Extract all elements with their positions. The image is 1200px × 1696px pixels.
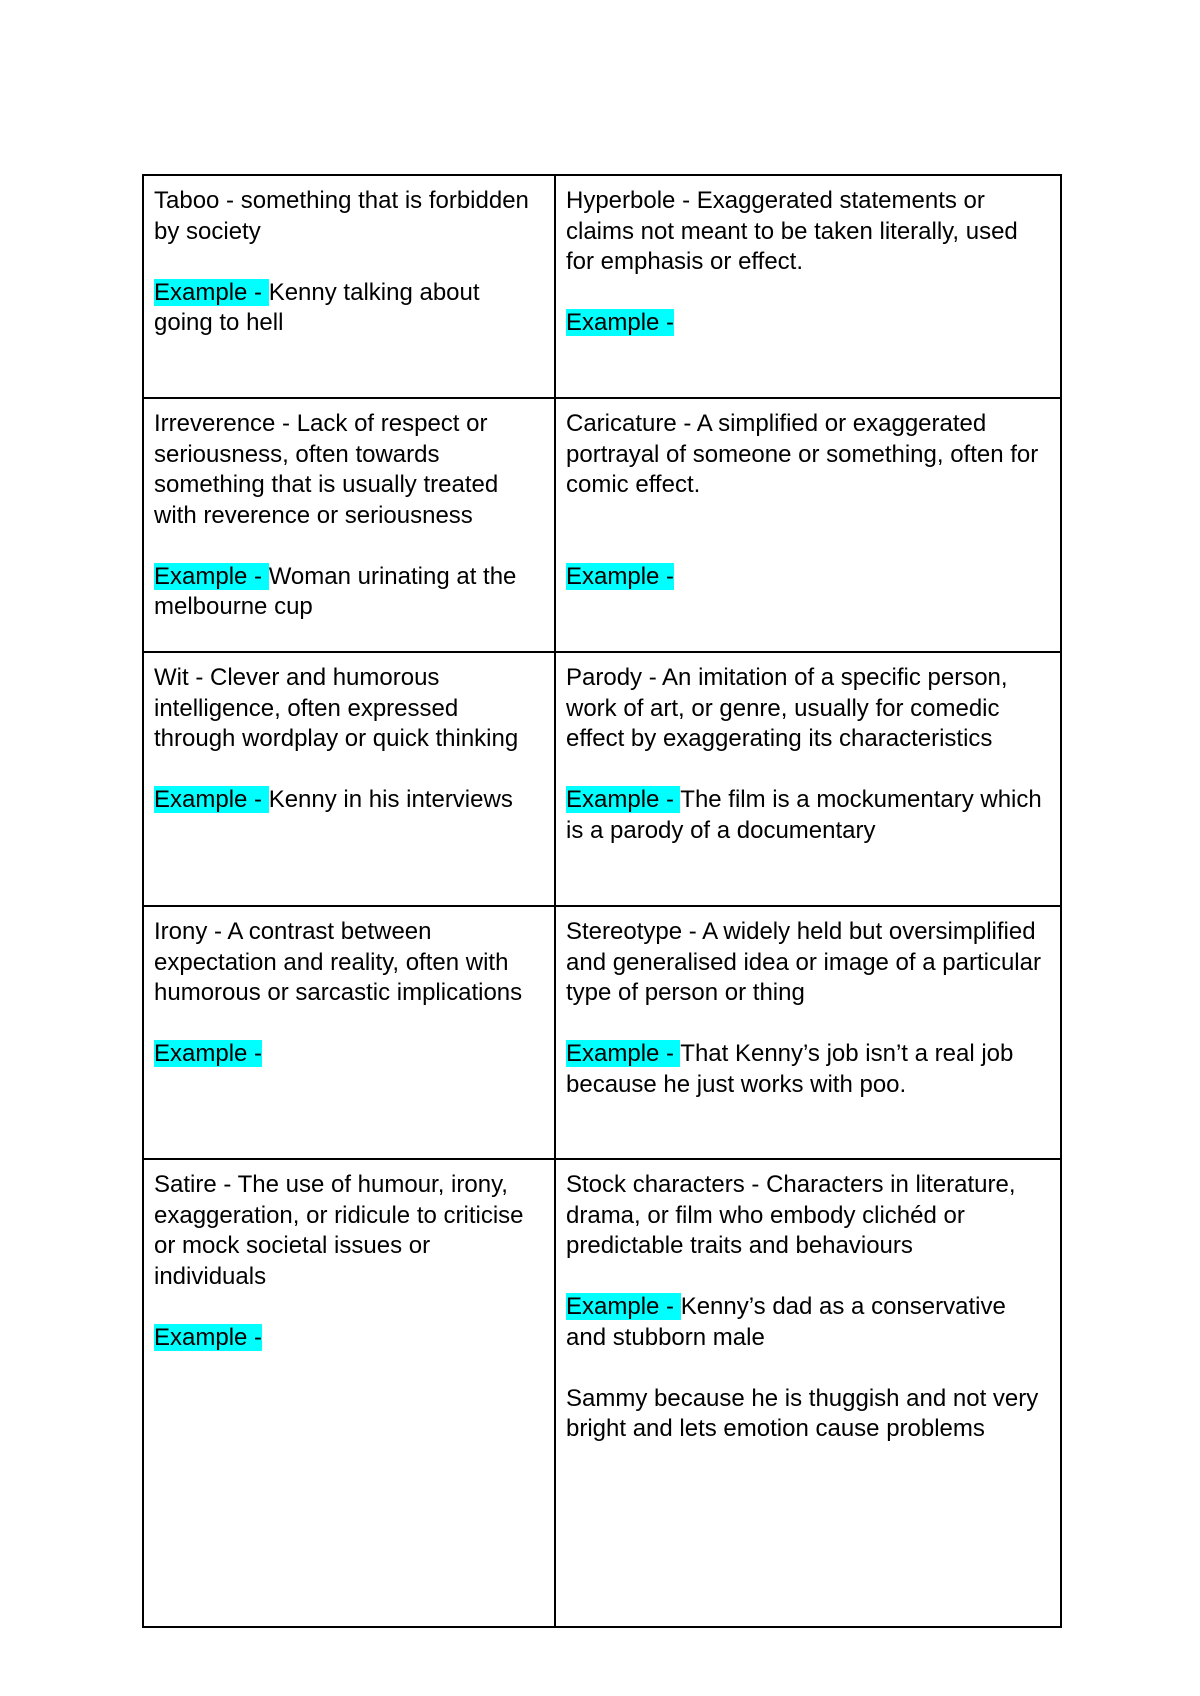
term-cell-stereotype: [555, 906, 1061, 1159]
example-label: Example -: [566, 786, 681, 813]
example-text: Woman urinating at the melbourne cup: [154, 562, 517, 620]
term-cell-parody: [555, 652, 1061, 906]
example-label: Example -: [154, 562, 269, 590]
example-text: That Kenny’s job isn’t a real job because he just works with poo.: [566, 1040, 1014, 1098]
example-line: [154, 1323, 544, 1354]
example-text: Kenny talking about going to hell: [154, 278, 480, 336]
example-text: The film is a mockumentary which is a parody of a documentary: [566, 786, 1042, 844]
term-definition: Caricature - A simplified or exaggerated portrayal of someone or something, often for comic effect.: [566, 410, 1039, 498]
example-line: [154, 1039, 544, 1070]
term-definition: Parody - An imitation of a specific person, work of art, or genre, usually for comedic effect by exaggerating its characteristics: [566, 664, 1008, 752]
example-label: Example -: [154, 1040, 263, 1067]
term-cell-irreverence: [143, 398, 555, 652]
example-line: [566, 1292, 1050, 1353]
example-line: [154, 785, 544, 816]
example-label: Example -: [154, 278, 269, 306]
term-definition: Satire - The use of humour, irony, exaggeration, or ridicule to criticise or mock societal issues or individuals: [154, 1171, 524, 1290]
term-cell-wit: [143, 652, 555, 906]
term-cell-hyperbole: [555, 175, 1061, 398]
term-definition: Wit - Clever and humorous intelligence, often expressed through wordplay or quick thinking: [154, 664, 519, 752]
term-definition: Irreverence - Lack of respect or seriousness, often towards something that is usually treated with reverence or seriousness: [154, 410, 499, 529]
example-line: [566, 562, 1050, 593]
term-definition: Hyperbole - Exaggerated statements or claims not meant to be taken literally, used for emphasis or effect.: [566, 187, 1018, 275]
example-text: Kenny’s dad as a conservative and stubborn male: [566, 1293, 1006, 1351]
table-row: [143, 175, 1061, 398]
example-line: [566, 785, 1050, 846]
terms-table: [142, 174, 1062, 1628]
term-definition: Stereotype - A widely held but oversimplified and generalised idea or image of a particular type of person or thing: [566, 918, 1041, 1006]
table-row: [143, 398, 1061, 652]
term-cell-caricature: [555, 398, 1061, 652]
example-line: [154, 562, 544, 623]
example-label: Example -: [566, 309, 675, 336]
example-label: Example -: [154, 786, 269, 813]
example-label: Example -: [566, 1293, 681, 1320]
example-label: Example -: [154, 1323, 263, 1351]
example-line: [154, 278, 544, 339]
example-extra-text: Sammy because he is thuggish and not very bright and lets emotion cause problems: [566, 1384, 1039, 1442]
example-label: Example -: [566, 1040, 681, 1067]
term-cell-irony: [143, 906, 555, 1159]
term-definition: Taboo - something that is forbidden by society: [154, 187, 529, 245]
example-text: Kenny in his interviews: [268, 786, 513, 813]
term-cell-satire: [143, 1159, 555, 1627]
term-definition: Irony - A contrast between expectation and reality, often with humorous or sarcastic implications: [154, 918, 523, 1006]
table-row: [143, 1159, 1061, 1627]
example-label: Example -: [566, 562, 675, 590]
term-definition: Stock characters - Characters in literature, drama, or film who embody clichéd or predictable traits and behaviours: [566, 1171, 1016, 1259]
table-row: [143, 906, 1061, 1159]
example-line: [566, 1039, 1050, 1100]
table-row: [143, 652, 1061, 906]
example-line: [566, 308, 1050, 339]
term-cell-taboo: [143, 175, 555, 398]
term-cell-stock-characters: [555, 1159, 1061, 1627]
